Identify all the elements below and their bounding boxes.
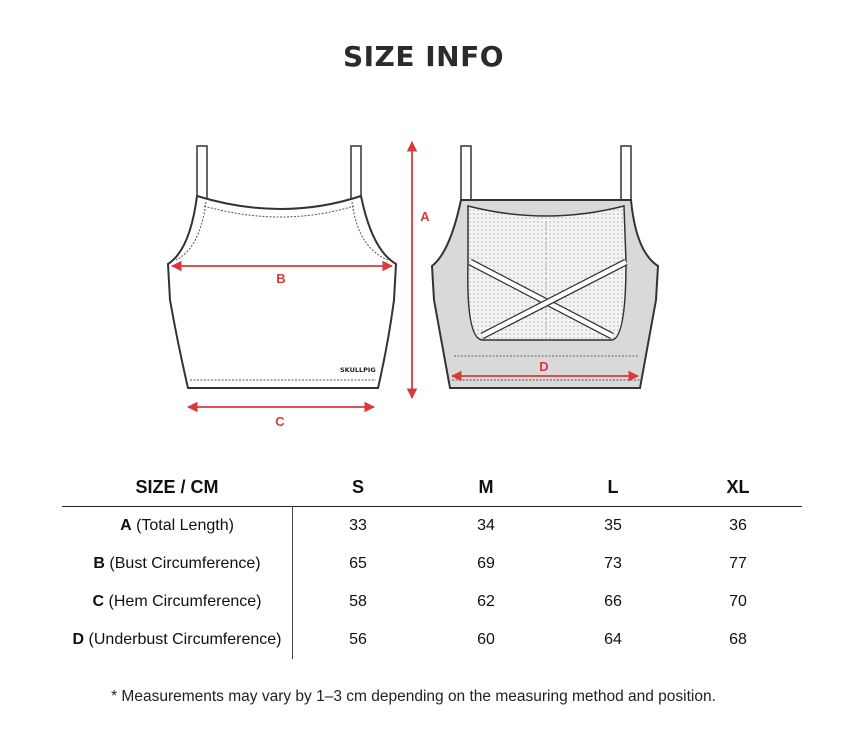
cell-xl: 77	[729, 555, 747, 572]
cell-s: 56	[349, 631, 367, 648]
row-label: B (Bust Circumference)	[93, 555, 261, 572]
measure-label-d: D	[539, 359, 549, 374]
cell-s: 58	[349, 593, 367, 610]
front-body	[168, 196, 396, 388]
cell-m: 34	[477, 517, 495, 534]
back-view	[432, 146, 658, 388]
cell-m: 62	[477, 593, 495, 610]
cell-s: 33	[349, 517, 367, 534]
table-row	[62, 621, 802, 659]
row-label: D (Underbust Circumference)	[72, 631, 282, 648]
row-label: C (Hem Circumference)	[92, 593, 262, 610]
size-table	[62, 472, 802, 659]
cell-m: 60	[477, 631, 495, 648]
row-label: A (Total Length)	[120, 517, 234, 534]
table-row	[62, 583, 802, 621]
cell-s: 65	[349, 555, 367, 572]
cell-xl: 36	[729, 517, 747, 534]
table-row	[62, 545, 802, 583]
cell-l: 66	[604, 593, 622, 610]
measure-label-c: C	[275, 414, 285, 429]
footnote: * Measurements may vary by 1–3 cm depending on the measuring method and position.	[111, 688, 716, 705]
brand-tag: SKULLPIG	[340, 366, 376, 374]
header-s: S	[351, 477, 364, 497]
cell-l: 35	[604, 517, 622, 534]
header-xl: XL	[726, 477, 750, 497]
page-title: SIZE INFO	[342, 40, 505, 73]
measure-label-a: A	[420, 209, 430, 224]
table-header	[62, 472, 802, 507]
header-size-cm: SIZE / CM	[135, 477, 219, 497]
cell-m: 69	[477, 555, 495, 572]
measure-label-b: B	[276, 271, 286, 286]
cell-l: 73	[604, 555, 622, 572]
cell-xl: 68	[729, 631, 747, 648]
cell-l: 64	[604, 631, 622, 648]
header-l: L	[607, 477, 619, 497]
table-divider	[292, 507, 293, 659]
table-row	[62, 507, 802, 545]
front-view	[168, 146, 396, 429]
header-m: M	[478, 477, 494, 497]
cell-xl: 70	[729, 593, 747, 610]
